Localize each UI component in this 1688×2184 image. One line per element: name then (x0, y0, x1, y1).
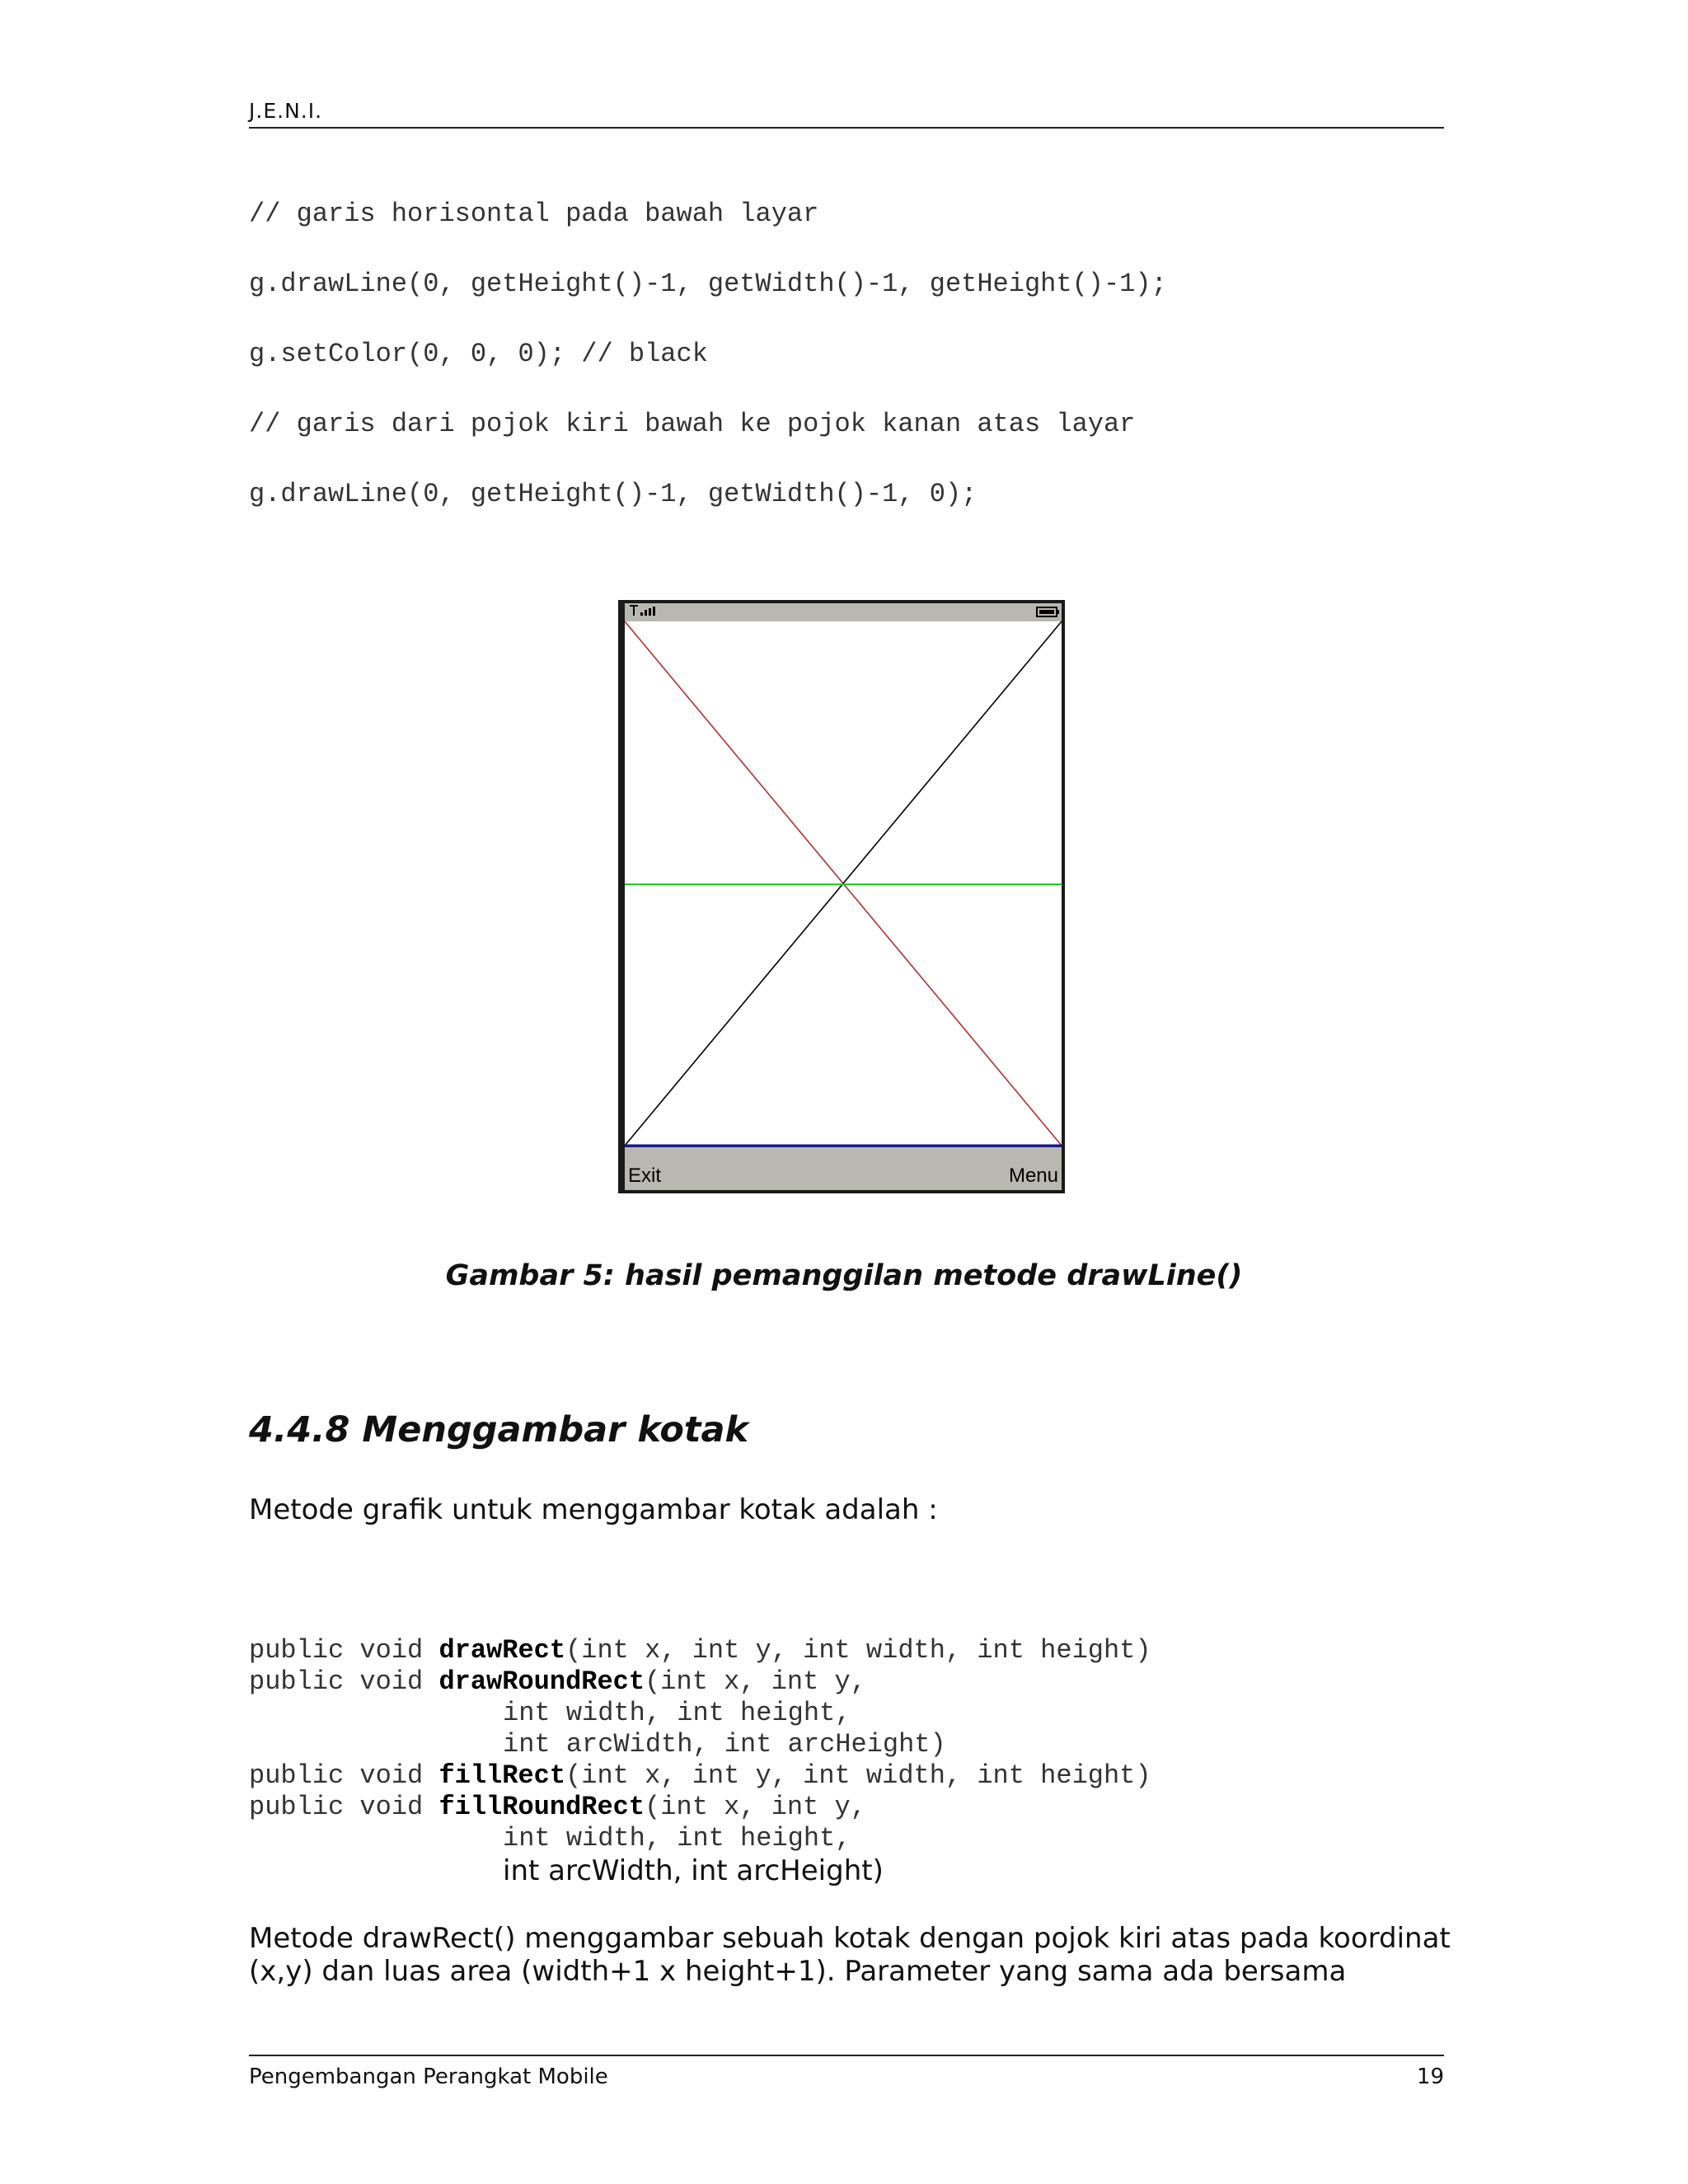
body-paragraph: Metode drawRect() menggambar sebuah kotak dengan pojok kiri atas pada koordinat (x,y) dan luas area (width+1 x height+1). Parameter yang sama ada bersama (249, 1922, 1451, 1988)
code-line-drawline-diagonal: g.drawLine(0, getHeight()-1, getWidth()-1, 0); (249, 479, 978, 509)
softkey-exit[interactable]: Exit (628, 1165, 662, 1187)
status-bar (625, 603, 1062, 621)
code-line-drawline-bottom: g.drawLine(0, getHeight()-1, getWidth()-1, getHeight()-1); (249, 269, 1167, 299)
method-name-drawrect: drawRect (438, 1635, 566, 1666)
code-drawroundrect-cont1: int width, int height, (503, 1698, 851, 1728)
code-fillroundrect-cont1: int width, int height, (503, 1823, 851, 1854)
section-intro: Metode grafik untuk menggambar kotak adalah : (249, 1493, 938, 1526)
code-line-setcolor: g.setColor(0, 0, 0); // black (249, 339, 708, 369)
code-fillrect: public void fillRect(int x, int y, int width, int height) (249, 1760, 1151, 1791)
code-line-comment-horizontal: // garis horisontal pada bawah layar (249, 199, 819, 229)
section-heading: 4.4.8 Menggambar kotak (249, 1409, 749, 1451)
method-name-drawroundrect: drawRoundRect (438, 1666, 645, 1697)
figure-caption: Gambar 5: hasil pemanggilan metode drawLine() (445, 1259, 1243, 1292)
phone-screen-svg (618, 600, 1065, 1193)
code-drawroundrect-cont2: int arcWidth, int arcHeight) (503, 1729, 946, 1760)
code-drawroundrect: public void drawRoundRect(int x, int y, (249, 1666, 866, 1697)
softkey-bar (625, 1147, 1062, 1190)
method-name-fillrect: fillRect (438, 1760, 566, 1791)
code-fillroundrect-cont2: int arcWidth, int arcHeight) (503, 1854, 884, 1887)
footer-title: Pengembangan Perangkat Mobile (249, 2064, 608, 2089)
method-name-fillroundrect: fillRoundRect (438, 1792, 645, 1822)
running-header: J.E.N.I. (249, 99, 323, 123)
header-rule (249, 127, 1444, 129)
code-fillroundrect: public void fillRoundRect(int x, int y, (249, 1792, 866, 1822)
phone-emulator-figure (618, 600, 1065, 1193)
footer-rule (249, 2055, 1444, 2056)
softkey-menu[interactable]: Menu (1008, 1165, 1058, 1187)
code-drawrect: public void drawRect(int x, int y, int width, int height) (249, 1635, 1151, 1666)
code-line-comment-diagonal: // garis dari pojok kiri bawah ke pojok kanan atas layar (249, 409, 1136, 439)
page-number: 19 (1416, 2064, 1444, 2089)
